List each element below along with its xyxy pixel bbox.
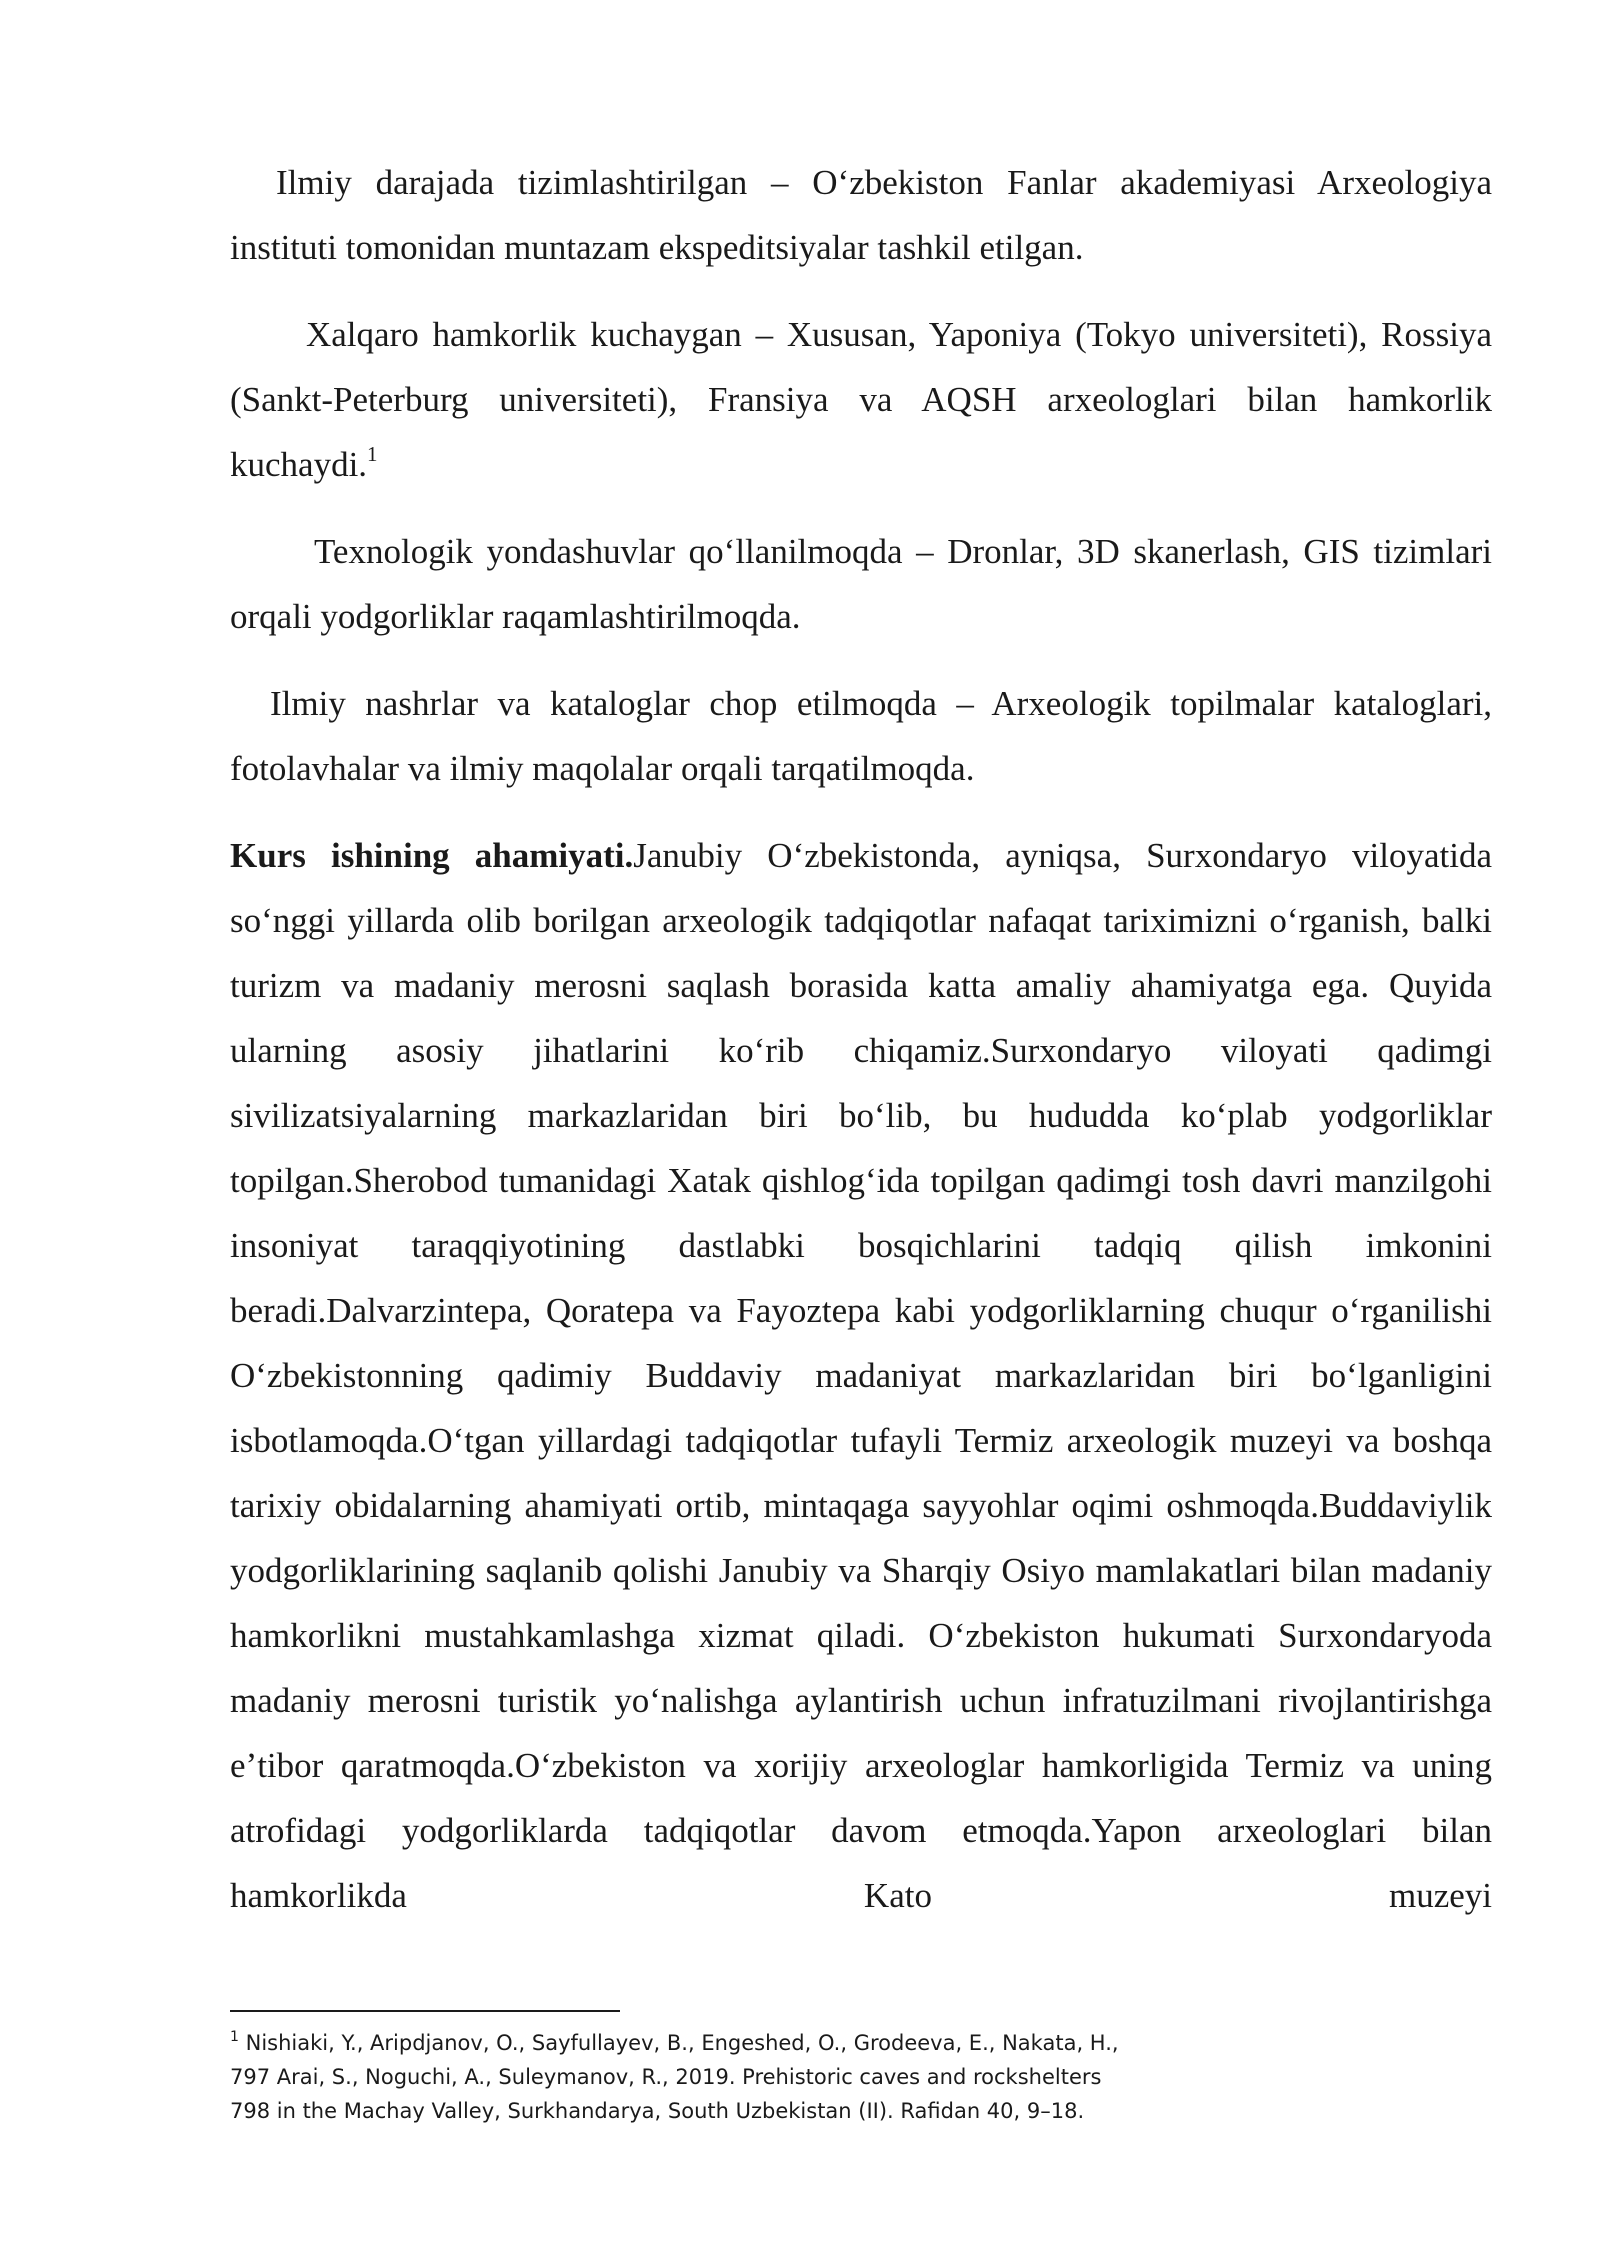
footnote-marker: 1 [230, 2029, 239, 2045]
main-text [230, 150, 1492, 1950]
paragraph-text: Texnologik yondashuvlar qoʻllanilmoqda – Dronlar, 3D skanerlash, GIS tizimlari orqali yodgorliklar raqamlashtirilmoqda. [230, 532, 1492, 636]
footnote-separator [230, 2010, 620, 2012]
paragraph-international-cooperation [230, 302, 1492, 497]
paragraph-text: Xalqaro hamkorlik kuchaygan – Xususan, Yaponiya (Tokyo universiteti), Rossiya (Sankt-Peterburg universiteti), Fransiya va AQSH arxeologlari bilan hamkorlik kuchaydi. [230, 315, 1492, 484]
footnote [230, 2026, 1330, 2128]
section-heading: Kurs ishining ahamiyati. [230, 836, 634, 875]
paragraph-technological-approaches [230, 519, 1492, 649]
paragraph-coursework-significance [230, 823, 1492, 1928]
paragraph-text: Janubiy Oʻzbekistonda, ayniqsa, Surxondaryo viloyatida soʻnggi yillarda olib borilgan arxeologik tadqiqotlar nafaqat tariximizni oʻrganish, balki turizm va madaniy merosni saqlash borasida katta amaliy ahamiyatga ega. Quyida ularning asosiy jihatlarini koʻrib chiqamiz.Surxondaryo viloyati qadimgi sivilizatsiyalarning markazlaridan biri boʻlib, bu hududda koʻplab yodgorliklar topilgan.Sherobod tumanidagi Xatak qishlogʻida topilgan qadimgi tosh davri manzilgohi insoniyat taraqqiyotining dastlabki bosqichlarini tadqiq qilish imkonini beradi.Dalvarzintepa, Qoratepa va Fayoztepa kabi yodgorliklarning chuqur oʻrganilishi Oʻzbekistonning qadimiy Buddaviy madaniyat markazlaridan biri boʻlganligini isbotlamoqda.Oʻtgan yillardagi tadqiqotlar tufayli Termiz arxeologik muzeyi va boshqa tarixiy obidalarning ahamiyati ortib, mintaqaga sayyohlar oqimi oshmoqda.Buddaviylik yodgorliklarining saqlanib qolishi Janubiy va Sharqiy Osiyo mamlakatlari bilan madaniy hamkorlikni mustahkamlashga xizmat qiladi. Oʻzbekiston hukumati Surxondaryoda madaniy merosni turistik yoʻnalishga aylantirish uchun infratuzilmani rivojlantirishga eʼtibor qaratmoqda.Oʻzbekiston va xorijiy arxeologlar hamkorligida Termiz va uning atrofidagi yodgorliklarda tadqiqotlar davom etmoqda.Yapon arxeologlari bilan hamkorlikda Kato muzeyi [230, 836, 1492, 1915]
paragraph-scientific-systematization [230, 150, 1492, 280]
paragraph-scientific-publications [230, 671, 1492, 801]
footnote-text: 797 Arai, S., Noguchi, A., Suleymanov, R., 2019. Prehistoric caves and rockshelters [230, 2065, 1102, 2089]
footnote-text: 798 in the Machay Valley, Surkhandarya, South Uzbekistan (II). Rafidan 40, 9–18. [230, 2099, 1085, 2123]
paragraph-text: Ilmiy nashrlar va kataloglar chop etilmoqda – Arxeologik topilmalar kataloglari, fotolavhalar va ilmiy maqolalar orqali tarqatilmoqda. [230, 684, 1492, 788]
paragraph-text: Ilmiy darajada tizimlashtirilgan – Oʻzbekiston Fanlar akademiyasi Arxeologiya instituti tomonidan muntazam ekspeditsiyalar tashkil etilgan. [230, 163, 1492, 267]
footnote-text: Nishiaki, Y., Aripdjanov, O., Sayfullayev, B., Engeshed, O., Grodeeva, E., Nakata, H., [245, 2031, 1119, 2055]
footnote-reference[interactable]: 1 [367, 442, 378, 467]
footnote-line [230, 2026, 1330, 2060]
